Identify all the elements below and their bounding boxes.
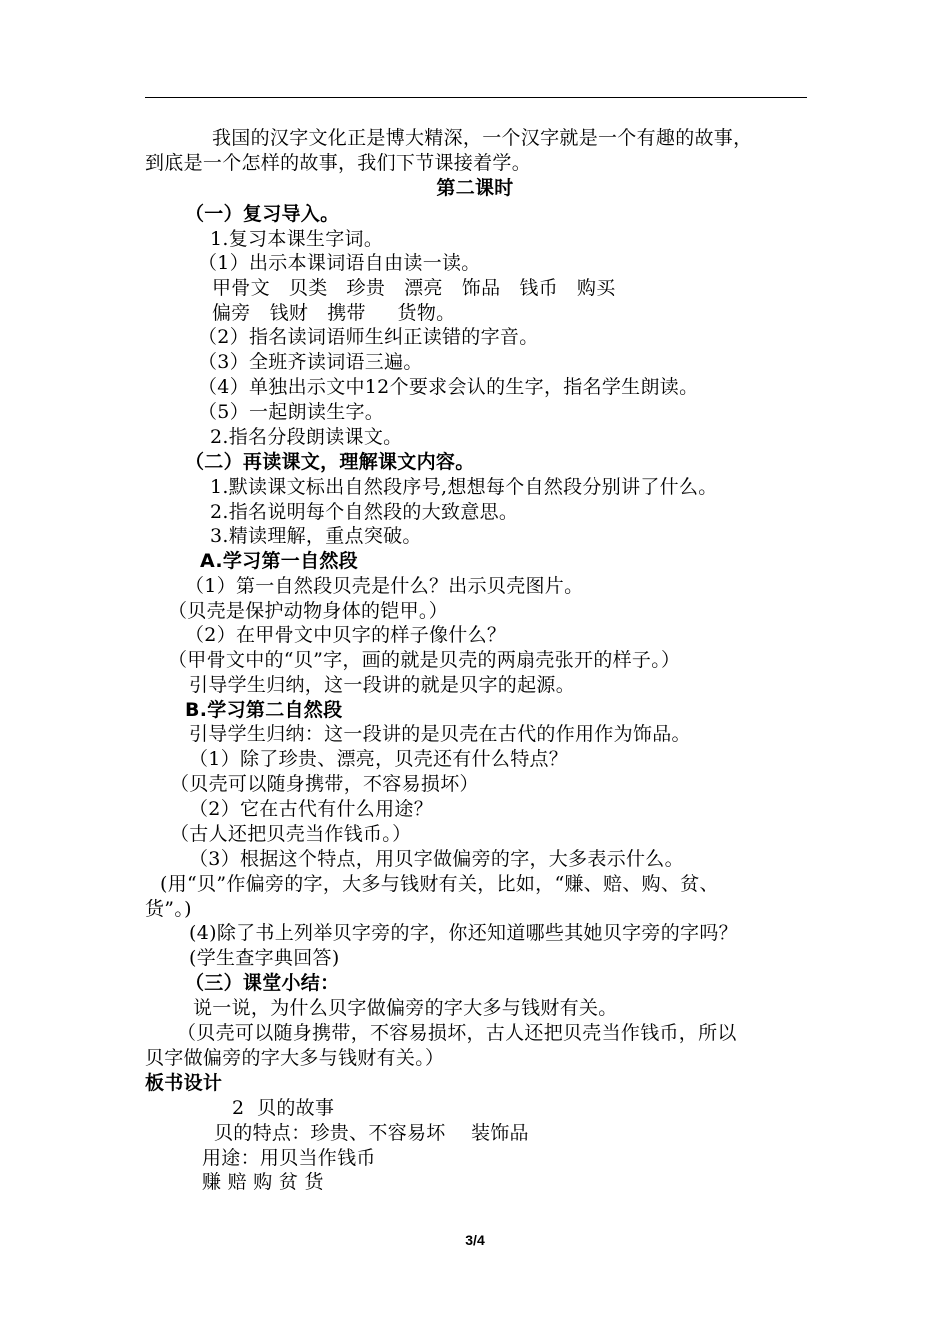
list-item: （5）一起朗读生字。: [198, 401, 385, 423]
list-item: 1.默读课文标出自然段序号,想想每个自然段分别讲了什么。: [210, 476, 718, 498]
vocab-line: 甲骨文 贝类 珍贵 漂亮 饰品 钱币 购买: [212, 277, 616, 299]
question: （1）除了珍贵、漂亮，贝壳还有什么特点？: [189, 748, 569, 770]
list-item: 3.精读理解，重点突破。: [210, 525, 422, 547]
question: （1）第一自然段贝壳是什么？出示贝壳图片。: [185, 575, 584, 597]
heading: （三）课堂小结：: [185, 972, 340, 994]
question: (4)除了书上列举贝字旁的字，你还知道哪些其她贝字旁的字吗？: [189, 922, 738, 944]
list-item: （3）全班齐读词语三遍。: [198, 351, 423, 373]
list-item: （4）单独出示文中12个要求会认的生字，指名学生朗读。: [198, 376, 699, 398]
header-rule: [145, 97, 807, 98]
answer: （贝壳是保护动物身体的铠甲。）: [168, 600, 449, 622]
paragraph-line: 到底是一个怎样的故事，我们下节课接着学。: [145, 152, 532, 174]
paragraph-line: 我国的汉字文化正是博大精深，一个汉字就是一个有趣的故事，: [212, 127, 753, 149]
page-number: 3/4: [465, 1232, 485, 1248]
heading: 板书设计: [145, 1072, 223, 1094]
paragraph-line: 引导学生归纳：这一段讲的是贝壳在古代的作用作为饰品。: [189, 723, 691, 745]
list-item: 2.指名说明每个自然段的大致意思。: [210, 501, 519, 523]
question: （2）它在古代有什么用途？: [189, 798, 433, 820]
answer: (用“贝”作偏旁的字，大多与钱财有关，比如，“赚、赔、购、贫、: [160, 873, 719, 895]
paragraph-line: 引导学生归纳，这一段讲的就是贝字的起源。: [189, 674, 576, 696]
paragraph-line: （贝壳可以随身携带，不容易损坏，古人还把贝壳当作钱币，所以: [177, 1022, 737, 1044]
question: （3）根据这个特点，用贝字做偏旁的字，大多表示什么。: [189, 848, 684, 870]
heading: （一）复习导入。: [185, 203, 340, 225]
vocab-line: 偏旁 钱财 携带 货物。: [212, 302, 456, 324]
answer: （甲骨文中的“贝”字，画的就是贝壳的两扇壳张开的样子。）: [168, 649, 681, 671]
list-item: （2）指名读词语师生纠正读错的字音。: [198, 326, 539, 348]
board-line: 赚 赔 购 贫 货: [202, 1171, 324, 1193]
subheading: B.学习第二自然段: [185, 699, 343, 721]
paragraph-line: 贝字做偏旁的字大多与钱财有关。）: [145, 1047, 445, 1069]
answer: （贝壳可以随身携带，不容易损坏）: [170, 773, 479, 795]
list-item: 2.指名分段朗读课文。: [210, 426, 403, 448]
heading: （二）再读课文，理解课文内容。: [185, 451, 475, 473]
section-title: 第二课时: [436, 177, 514, 199]
answer: (学生查字典回答): [189, 947, 340, 969]
answer: （古人还把贝壳当作钱币。）: [170, 823, 412, 845]
answer: 货”。): [145, 898, 192, 920]
board-line: 用途：用贝当作钱币: [202, 1147, 376, 1169]
board-line: 贝的特点：珍贵、不容易坏 装饰品: [214, 1122, 529, 1144]
list-item: 1.复习本课生字词。: [210, 228, 384, 250]
question: （2）在甲骨文中贝字的样子像什么？: [185, 624, 507, 646]
paragraph-line: 说一说，为什么贝字做偏旁的字大多与钱财有关。: [193, 997, 618, 1019]
board-title: 2 贝的故事: [232, 1097, 335, 1119]
list-item: （1）出示本课词语自由读一读。: [198, 252, 481, 274]
subheading: A.学习第一自然段: [200, 550, 358, 572]
